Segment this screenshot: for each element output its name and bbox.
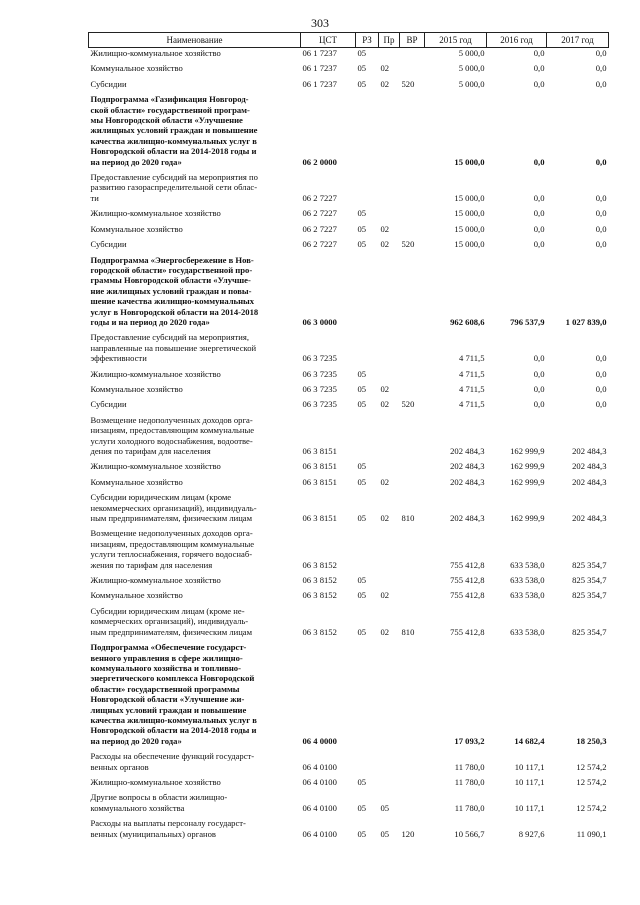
cell-2017: 202 484,3 bbox=[572, 513, 607, 524]
table-row bbox=[89, 575, 609, 590]
cell-2015: 17 093,2 bbox=[454, 735, 485, 746]
cell-2016: 10 117,1 bbox=[514, 761, 545, 772]
table-row bbox=[89, 590, 609, 605]
cell-2015: 15 000,0 bbox=[454, 223, 485, 234]
cell-2015: 11 780,0 bbox=[454, 761, 485, 772]
cell-2016: 162 999,9 bbox=[510, 513, 545, 524]
cell-pr: 02 bbox=[380, 63, 390, 74]
cell-vr: 810 bbox=[401, 626, 415, 637]
cell-pr: 02 bbox=[380, 590, 390, 601]
cell-vr bbox=[400, 332, 425, 368]
cell-2017: 11 090,1 bbox=[576, 828, 607, 839]
cell-rz: 05 bbox=[357, 802, 367, 813]
cell-2017: 0,0 bbox=[595, 48, 607, 58]
cell-name: Подпрограмма «Обеспечение государст- венного управления в сфере жилищно- коммунального хозяйства и топливно- энергетического комплекса Новгородской области» государственной программы Новгородской области «Улучшение жи- лищных условий граждан и повышение качества жилищно-коммунальных услуг в Новгородской области на 2014-2018 годы и на период до 2020 года» bbox=[90, 642, 257, 746]
cell-rz: 05 bbox=[357, 828, 367, 839]
cell-vr: 520 bbox=[401, 239, 415, 250]
cell-2017: 0,0 bbox=[595, 383, 607, 394]
cell-name: Коммунальное хозяйство bbox=[90, 476, 183, 487]
page-number: 303 bbox=[311, 16, 329, 30]
cell-2017: 1 027 839,0 bbox=[565, 316, 607, 327]
cell-2016: 0,0 bbox=[533, 368, 545, 379]
table-row bbox=[89, 492, 609, 528]
cell-2015: 5 000,0 bbox=[458, 63, 485, 74]
cell-vr bbox=[400, 384, 425, 399]
cell-2016: 633 538,0 bbox=[510, 559, 545, 570]
table-body bbox=[89, 48, 609, 845]
cell-pr: 02 bbox=[380, 223, 390, 234]
cell-rz: 05 bbox=[357, 476, 367, 487]
cell-2015: 202 484,3 bbox=[450, 461, 485, 472]
cell-2017: 0,0 bbox=[595, 156, 607, 167]
cell-2017: 0,0 bbox=[595, 239, 607, 250]
header-vr: ВР bbox=[400, 33, 425, 48]
table-row bbox=[89, 79, 609, 94]
cell-2017: 202 484,3 bbox=[572, 461, 607, 472]
table-row bbox=[89, 461, 609, 476]
cell-cst: 06 3 8151 bbox=[302, 513, 337, 524]
cell-rz: 05 bbox=[357, 63, 367, 74]
cell-2017: 0,0 bbox=[595, 223, 607, 234]
cell-vr bbox=[400, 777, 425, 792]
cell-name: Предоставление субсидий на мероприятия, направленные на повышение энергетической эффективности bbox=[90, 332, 257, 364]
cell-2017: 0,0 bbox=[595, 399, 607, 410]
cell-2015: 5 000,0 bbox=[458, 78, 485, 89]
cell-2017: 825 354,7 bbox=[572, 626, 607, 637]
cell-vr bbox=[400, 48, 425, 64]
cell-rz bbox=[356, 751, 379, 777]
cell-rz: 05 bbox=[357, 776, 367, 787]
cell-2016: 162 999,9 bbox=[510, 446, 545, 456]
cell-name: Жилищно-коммунальное хозяйство bbox=[90, 575, 221, 586]
cell-vr bbox=[400, 415, 425, 462]
cell-name: Коммунальное хозяйство bbox=[90, 63, 183, 74]
cell-name: Субсидии bbox=[90, 78, 127, 89]
cell-name: Расходы на выплаты персоналу государст- венных (муниципальных) органов bbox=[90, 818, 246, 839]
cell-cst: 06 3 0000 bbox=[302, 316, 337, 327]
cell-cst: 06 3 8152 bbox=[302, 559, 337, 570]
cell-vr: 810 bbox=[401, 513, 415, 524]
cell-2017: 0,0 bbox=[595, 353, 607, 364]
cell-2015: 755 412,8 bbox=[450, 626, 485, 637]
table-row bbox=[89, 399, 609, 414]
cell-name: Субсидии bbox=[90, 399, 127, 410]
cell-2016: 162 999,9 bbox=[510, 461, 545, 472]
cell-rz bbox=[356, 255, 379, 333]
cell-pr bbox=[379, 332, 400, 368]
table-row bbox=[89, 332, 609, 368]
cell-rz: 05 bbox=[357, 368, 367, 379]
cell-name: Субсидии юридическим лицам (кроме некоммерческих организаций), индивидуаль- ным предпринимателям, физическим лицам bbox=[90, 492, 257, 524]
cell-rz: 05 bbox=[357, 626, 367, 637]
cell-2015: 15 000,0 bbox=[454, 192, 485, 203]
cell-rz bbox=[356, 415, 379, 462]
cell-name: Субсидии юридическим лицам (кроме не- коммерческих организаций), индивидуаль- ным предпринимателям, физическим лицам bbox=[90, 605, 253, 637]
cell-2015: 202 484,3 bbox=[450, 476, 485, 487]
cell-name: Коммунальное хозяйство bbox=[90, 223, 183, 234]
cell-vr bbox=[400, 477, 425, 492]
cell-rz bbox=[356, 642, 379, 751]
cell-cst: 06 1 7237 bbox=[302, 78, 337, 89]
cell-vr bbox=[400, 575, 425, 590]
cell-2017: 202 484,3 bbox=[572, 476, 607, 487]
cell-pr bbox=[379, 94, 400, 172]
cell-name: Субсидии bbox=[90, 239, 127, 250]
cell-pr bbox=[379, 777, 400, 792]
cell-vr bbox=[400, 224, 425, 239]
cell-rz: 05 bbox=[357, 78, 367, 89]
table-row bbox=[89, 642, 609, 751]
cell-2016: 0,0 bbox=[533, 399, 545, 410]
cell-pr: 02 bbox=[380, 476, 390, 487]
cell-2015: 5 000,0 bbox=[458, 48, 485, 58]
cell-2016: 633 538,0 bbox=[510, 626, 545, 637]
table-row bbox=[89, 208, 609, 223]
cell-cst: 06 1 7237 bbox=[302, 48, 337, 58]
cell-2017: 12 574,2 bbox=[576, 776, 607, 787]
table-header bbox=[89, 33, 609, 48]
header-pr: Пр bbox=[379, 33, 400, 48]
cell-2015: 202 484,3 bbox=[450, 513, 485, 524]
cell-name: Коммунальное хозяйство bbox=[90, 590, 183, 601]
cell-2016: 10 117,1 bbox=[514, 776, 545, 787]
table-row bbox=[89, 63, 609, 78]
cell-vr bbox=[400, 528, 425, 575]
cell-2016: 0,0 bbox=[533, 192, 545, 203]
cell-rz: 05 bbox=[357, 48, 367, 58]
cell-name: Жилищно-коммунальное хозяйство bbox=[90, 208, 221, 219]
cell-2016: 0,0 bbox=[533, 239, 545, 250]
cell-rz: 05 bbox=[357, 590, 367, 601]
cell-2016: 0,0 bbox=[533, 208, 545, 219]
cell-2016: 0,0 bbox=[533, 156, 545, 167]
cell-2015: 10 566,7 bbox=[454, 828, 485, 839]
table-row bbox=[89, 777, 609, 792]
cell-2016: 8 927,6 bbox=[518, 828, 545, 839]
cell-cst: 06 2 7227 bbox=[302, 239, 337, 250]
cell-vr: 520 bbox=[401, 78, 415, 89]
cell-rz: 05 bbox=[357, 383, 367, 394]
cell-2016: 10 117,1 bbox=[514, 802, 545, 813]
cell-cst: 06 3 8151 bbox=[302, 476, 337, 487]
header-name: Наименование bbox=[89, 33, 301, 48]
cell-name: Жилищно-коммунальное хозяйство bbox=[90, 48, 221, 58]
cell-2015: 15 000,0 bbox=[454, 239, 485, 250]
cell-pr: 02 bbox=[380, 513, 390, 524]
cell-cst: 06 3 8151 bbox=[302, 461, 337, 472]
cell-2016: 633 538,0 bbox=[510, 575, 545, 586]
cell-2017: 825 354,7 bbox=[572, 575, 607, 586]
header-2015: 2015 год bbox=[425, 33, 487, 48]
budget-table bbox=[88, 32, 609, 844]
cell-pr bbox=[379, 461, 400, 476]
cell-pr: 02 bbox=[380, 399, 390, 410]
cell-name: Подпрограмма «Энергосбережение в Нов- городской области» государственной про- граммы Новгородской области «Улучше- ние жилищных условий граждан и повы- шение качества жилищно-коммунальных услуг в Новгородской области на 2014-2018 годы и на период до 2020 года» bbox=[90, 254, 259, 327]
cell-2016: 0,0 bbox=[533, 353, 545, 364]
cell-vr bbox=[400, 94, 425, 172]
cell-2017: 0,0 bbox=[595, 192, 607, 203]
cell-cst: 06 3 7235 bbox=[302, 368, 337, 379]
cell-pr: 02 bbox=[380, 383, 390, 394]
cell-cst: 06 4 0000 bbox=[302, 735, 337, 746]
cell-rz: 05 bbox=[357, 513, 367, 524]
cell-pr: 02 bbox=[380, 78, 390, 89]
cell-2016: 0,0 bbox=[533, 223, 545, 234]
cell-rz: 05 bbox=[357, 223, 367, 234]
cell-cst: 06 3 8151 bbox=[302, 446, 337, 456]
table-row bbox=[89, 94, 609, 172]
cell-cst: 06 2 7227 bbox=[302, 208, 337, 219]
cell-name: Возмещение недополученных доходов орга- низациям, предоставляющим коммунальные услуги холодного водоснабжения, водоотве- дения по тарифам для населения bbox=[90, 414, 255, 456]
cell-vr bbox=[400, 172, 425, 208]
cell-rz bbox=[356, 172, 379, 208]
cell-pr: 05 bbox=[380, 828, 390, 839]
cell-2015: 4 711,5 bbox=[459, 399, 485, 410]
cell-2015: 4 711,5 bbox=[459, 368, 485, 379]
cell-vr bbox=[400, 751, 425, 777]
cell-pr: 02 bbox=[380, 626, 390, 637]
header-rz: РЗ bbox=[356, 33, 379, 48]
cell-pr bbox=[379, 751, 400, 777]
cell-cst: 06 3 8152 bbox=[302, 626, 337, 637]
cell-pr bbox=[379, 575, 400, 590]
cell-2017: 825 354,7 bbox=[572, 559, 607, 570]
table-row bbox=[89, 477, 609, 492]
cell-2016: 0,0 bbox=[533, 63, 545, 74]
cell-cst: 06 4 0100 bbox=[302, 776, 337, 787]
cell-pr bbox=[379, 415, 400, 462]
cell-2017: 202 484,3 bbox=[572, 446, 607, 456]
cell-rz bbox=[356, 332, 379, 368]
table-row bbox=[89, 792, 609, 818]
cell-2015: 15 000,0 bbox=[454, 156, 485, 167]
cell-2016: 162 999,9 bbox=[510, 476, 545, 487]
cell-cst: 06 3 7235 bbox=[302, 353, 337, 364]
cell-vr bbox=[400, 208, 425, 223]
cell-name: Предоставление субсидий на мероприятия по развитию газораспределительной сети облас- ти bbox=[90, 172, 258, 203]
cell-vr: 120 bbox=[401, 828, 415, 839]
cell-cst: 06 3 8152 bbox=[302, 575, 337, 586]
cell-cst: 06 3 7235 bbox=[302, 399, 337, 410]
cell-name: Расходы на обеспечение функций государст- венных органов bbox=[90, 751, 255, 772]
cell-vr bbox=[400, 792, 425, 818]
cell-cst: 06 4 0100 bbox=[302, 802, 337, 813]
cell-2015: 755 412,8 bbox=[450, 590, 485, 601]
cell-rz: 05 bbox=[357, 239, 367, 250]
cell-2016: 0,0 bbox=[533, 48, 545, 58]
table-row bbox=[89, 255, 609, 333]
cell-name: Коммунальное хозяйство bbox=[90, 383, 183, 394]
cell-rz: 05 bbox=[357, 461, 367, 472]
cell-2015: 15 000,0 bbox=[454, 208, 485, 219]
table-row bbox=[89, 172, 609, 208]
cell-vr: 520 bbox=[401, 399, 415, 410]
cell-name: Другие вопросы в области жилищно- коммунального хозяйства bbox=[90, 792, 228, 813]
cell-vr bbox=[400, 369, 425, 384]
cell-rz: 05 bbox=[357, 208, 367, 219]
header-cst: ЦСТ bbox=[301, 33, 356, 48]
header-2016: 2016 год bbox=[487, 33, 547, 48]
cell-name: Жилищно-коммунальное хозяйство bbox=[90, 776, 221, 787]
cell-pr bbox=[379, 642, 400, 751]
cell-rz bbox=[356, 528, 379, 575]
cell-cst: 06 3 7235 bbox=[302, 383, 337, 394]
cell-vr bbox=[400, 63, 425, 78]
cell-vr bbox=[400, 255, 425, 333]
cell-cst: 06 3 8152 bbox=[302, 590, 337, 601]
cell-name: Жилищно-коммунальное хозяйство bbox=[90, 368, 221, 379]
table-row bbox=[89, 528, 609, 575]
cell-2017: 0,0 bbox=[595, 78, 607, 89]
cell-2017: 12 574,2 bbox=[576, 802, 607, 813]
cell-cst: 06 2 7227 bbox=[302, 223, 337, 234]
cell-vr bbox=[400, 461, 425, 476]
cell-name: Жилищно-коммунальное хозяйство bbox=[90, 461, 221, 472]
cell-2016: 796 537,9 bbox=[510, 316, 545, 327]
cell-cst: 06 4 0100 bbox=[302, 828, 337, 839]
cell-vr bbox=[400, 590, 425, 605]
table-row bbox=[89, 818, 609, 844]
cell-2015: 11 780,0 bbox=[454, 802, 485, 813]
cell-2017: 0,0 bbox=[595, 63, 607, 74]
cell-2017: 0,0 bbox=[595, 368, 607, 379]
cell-2015: 755 412,8 bbox=[450, 559, 485, 570]
cell-name: Возмещение недополученных доходов орга- низациям, предоставляющим коммунальные услуги теплоснабжения, горячего водоснаб- жения по тарифам для населения bbox=[90, 528, 255, 570]
cell-2016: 0,0 bbox=[533, 78, 545, 89]
cell-2015: 202 484,3 bbox=[450, 446, 485, 456]
cell-rz: 05 bbox=[357, 399, 367, 410]
cell-2015: 4 711,5 bbox=[459, 383, 485, 394]
cell-2016: 0,0 bbox=[533, 383, 545, 394]
table-row bbox=[89, 384, 609, 399]
table-row bbox=[89, 239, 609, 254]
table-row bbox=[89, 606, 609, 642]
cell-2016: 633 538,0 bbox=[510, 590, 545, 601]
cell-pr bbox=[379, 48, 400, 64]
cell-pr bbox=[379, 172, 400, 208]
header-2017: 2017 год bbox=[547, 33, 609, 48]
cell-2017: 0,0 bbox=[595, 208, 607, 219]
cell-cst: 06 1 7237 bbox=[302, 63, 337, 74]
table-row bbox=[89, 415, 609, 462]
cell-2015: 962 608,6 bbox=[450, 316, 485, 327]
cell-name: Подпрограмма «Газификация Новгород- ской области» государственной програм- мы Новгородской области «Улучшение жилищных условий граждан и повышение качества жилищно-коммунальных услуг в Новгородской области на 2014-2018 годы и на период до 2020 года» bbox=[90, 94, 258, 167]
cell-2016: 14 682,4 bbox=[514, 735, 545, 746]
table-row bbox=[89, 369, 609, 384]
cell-2015: 4 711,5 bbox=[459, 353, 485, 364]
cell-rz: 05 bbox=[357, 575, 367, 586]
table-row bbox=[89, 751, 609, 777]
cell-pr bbox=[379, 528, 400, 575]
cell-pr: 02 bbox=[380, 239, 390, 250]
table-row bbox=[89, 48, 609, 64]
cell-2015: 755 412,8 bbox=[450, 575, 485, 586]
cell-pr bbox=[379, 369, 400, 384]
cell-2015: 11 780,0 bbox=[454, 776, 485, 787]
cell-rz bbox=[356, 94, 379, 172]
cell-2017: 12 574,2 bbox=[576, 761, 607, 772]
cell-cst: 06 2 7227 bbox=[302, 192, 337, 203]
cell-cst: 06 4 0100 bbox=[302, 761, 337, 772]
cell-vr bbox=[400, 642, 425, 751]
cell-2017: 825 354,7 bbox=[572, 590, 607, 601]
cell-2017: 18 250,3 bbox=[576, 735, 607, 746]
cell-pr: 05 bbox=[380, 802, 390, 813]
cell-pr bbox=[379, 255, 400, 333]
cell-cst: 06 2 0000 bbox=[302, 156, 337, 167]
table-row bbox=[89, 224, 609, 239]
cell-pr bbox=[379, 208, 400, 223]
